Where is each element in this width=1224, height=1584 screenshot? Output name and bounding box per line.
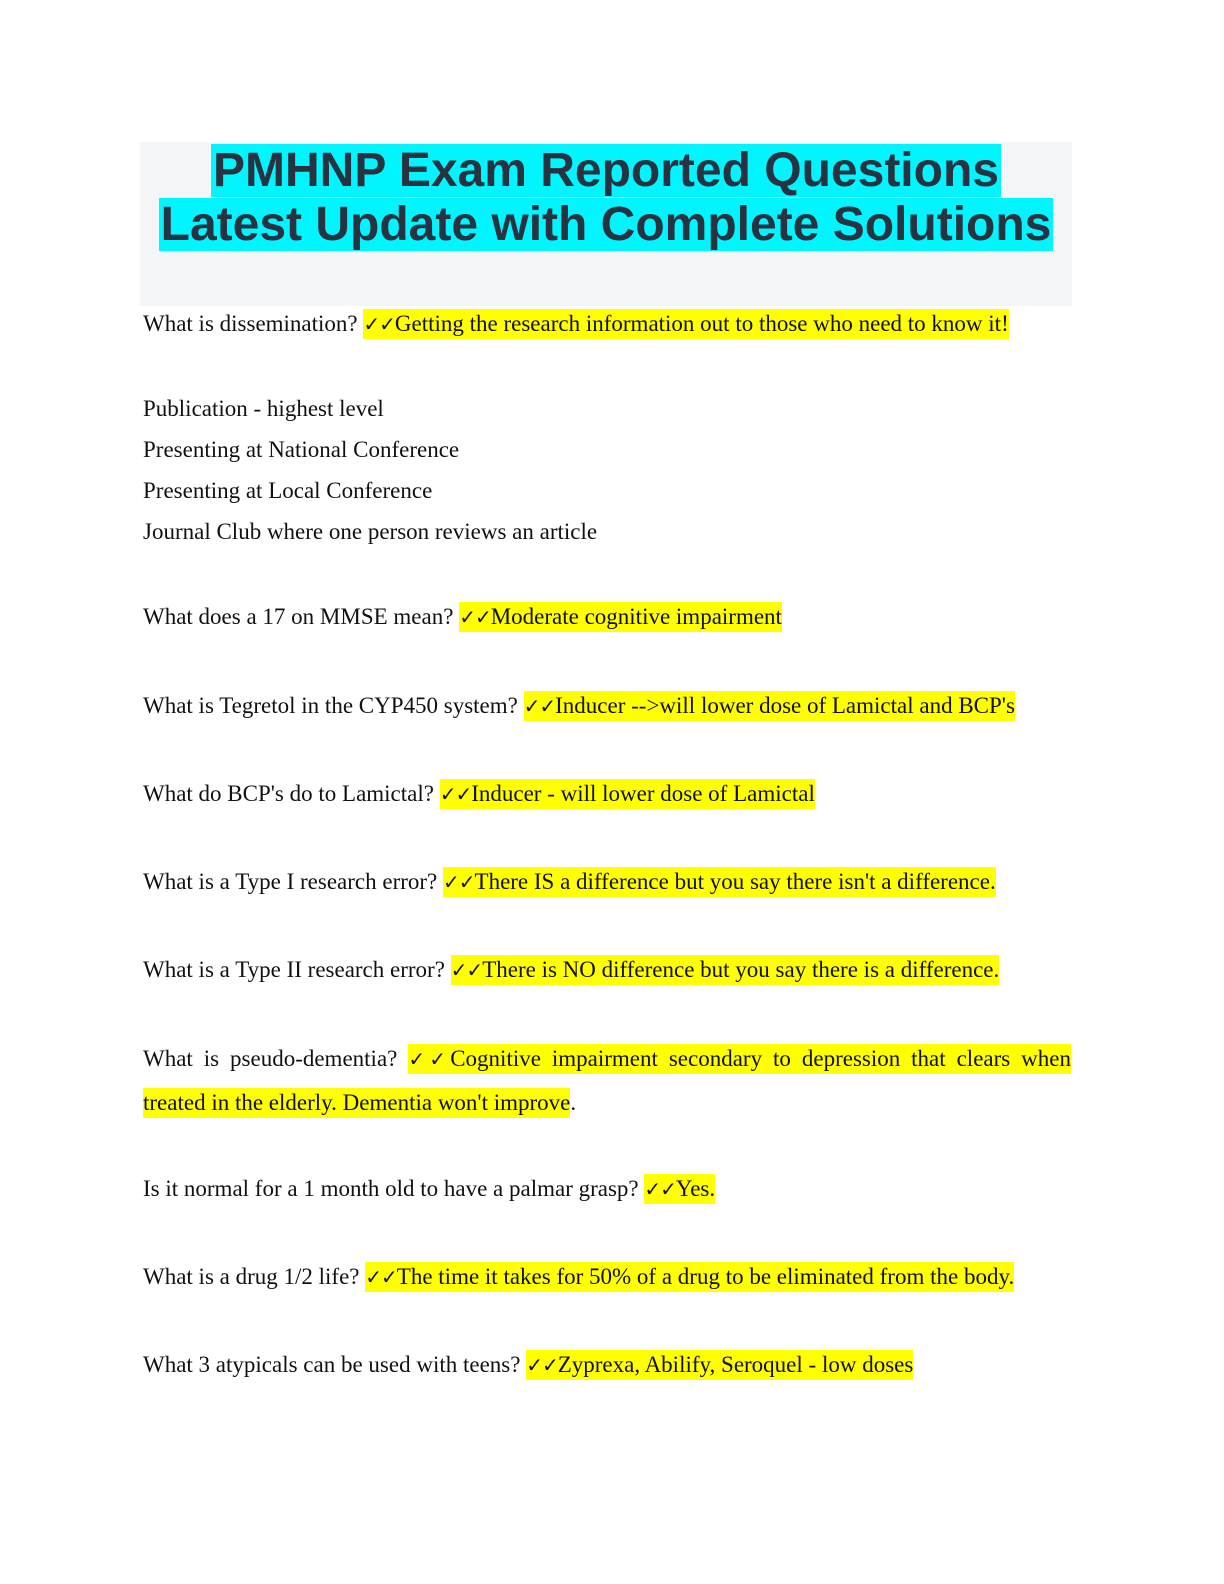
qa-item [143, 309, 1009, 339]
answer: ✓✓Getting the research information out to those who need to know it! [363, 309, 1008, 339]
question: What do BCP's do to Lamictal? [143, 781, 434, 806]
question: What is a Type II research error? [143, 957, 445, 982]
answer: ✓✓There is NO difference but you say there is a difference. [451, 955, 1000, 985]
check-icon: ✓✓ [363, 312, 395, 336]
qa-item [143, 1262, 1014, 1292]
question: What does a 17 on MMSE mean? [143, 604, 454, 629]
question: What is a Type I research error? [143, 869, 438, 894]
question: Is it normal for a 1 month old to have a palmar grasp? [143, 1176, 639, 1201]
question: What 3 atypicals can be used with teens? [143, 1352, 521, 1377]
list-item: Presenting at Local Conference [143, 478, 433, 503]
title-line-1: PMHNP Exam Reported Questions [213, 144, 999, 197]
question: What is dissemination? [143, 311, 358, 336]
check-icon: ✓✓ [408, 1047, 451, 1071]
check-icon: ✓✓ [450, 958, 483, 982]
qa-item [143, 691, 1015, 721]
answer: ✓✓Inducer - will lower dose of Lamictal [440, 779, 815, 809]
qa-item-continuation: treated in the elderly. Dementia won't improve. [143, 1088, 576, 1118]
qa-item [143, 867, 996, 897]
list-item: Journal Club where one person reviews an article [143, 519, 598, 544]
question: What is a drug 1/2 life? [143, 1264, 360, 1289]
list-item: Presenting at National Conference [143, 437, 460, 462]
check-icon: ✓✓ [523, 694, 556, 718]
qa-item [143, 955, 999, 985]
question: What is pseudo-dementia? [143, 1046, 398, 1071]
qa-item [143, 779, 815, 809]
check-icon: ✓✓ [644, 1177, 676, 1201]
qa-item [143, 1174, 715, 1204]
title-line-2: Latest Update with Complete Solutions [160, 198, 1052, 251]
check-icon: ✓✓ [365, 1265, 397, 1289]
answer: ✓✓Yes. [644, 1174, 715, 1204]
check-icon: ✓✓ [443, 870, 475, 894]
check-icon: ✓✓ [459, 605, 491, 629]
check-icon: ✓✓ [526, 1353, 558, 1377]
answer: ✓✓The time it takes for 50% of a drug to be eliminated from the body. [365, 1262, 1014, 1292]
check-icon: ✓✓ [439, 782, 472, 806]
answer: ✓✓Cognitive impairment secondary to depression that clears when [408, 1044, 1071, 1074]
qa-item [143, 1350, 913, 1380]
answer: ✓✓Moderate cognitive impairment [459, 602, 782, 632]
title-box [140, 142, 1072, 306]
answer: ✓✓There IS a difference but you say there isn't a difference. [443, 867, 996, 897]
qa-item [143, 1044, 1071, 1074]
question: What is Tegretol in the CYP450 system? [143, 693, 518, 718]
answer-continuation: treated in the elderly. Dementia won't improve [143, 1088, 570, 1118]
answer: ✓✓Zyprexa, Abilify, Seroquel - low doses [526, 1350, 913, 1380]
answer: ✓✓Inducer -->will lower dose of Lamictal and BCP's [524, 691, 1015, 721]
qa-item [143, 602, 782, 632]
list-item: Publication - highest level [143, 396, 384, 421]
